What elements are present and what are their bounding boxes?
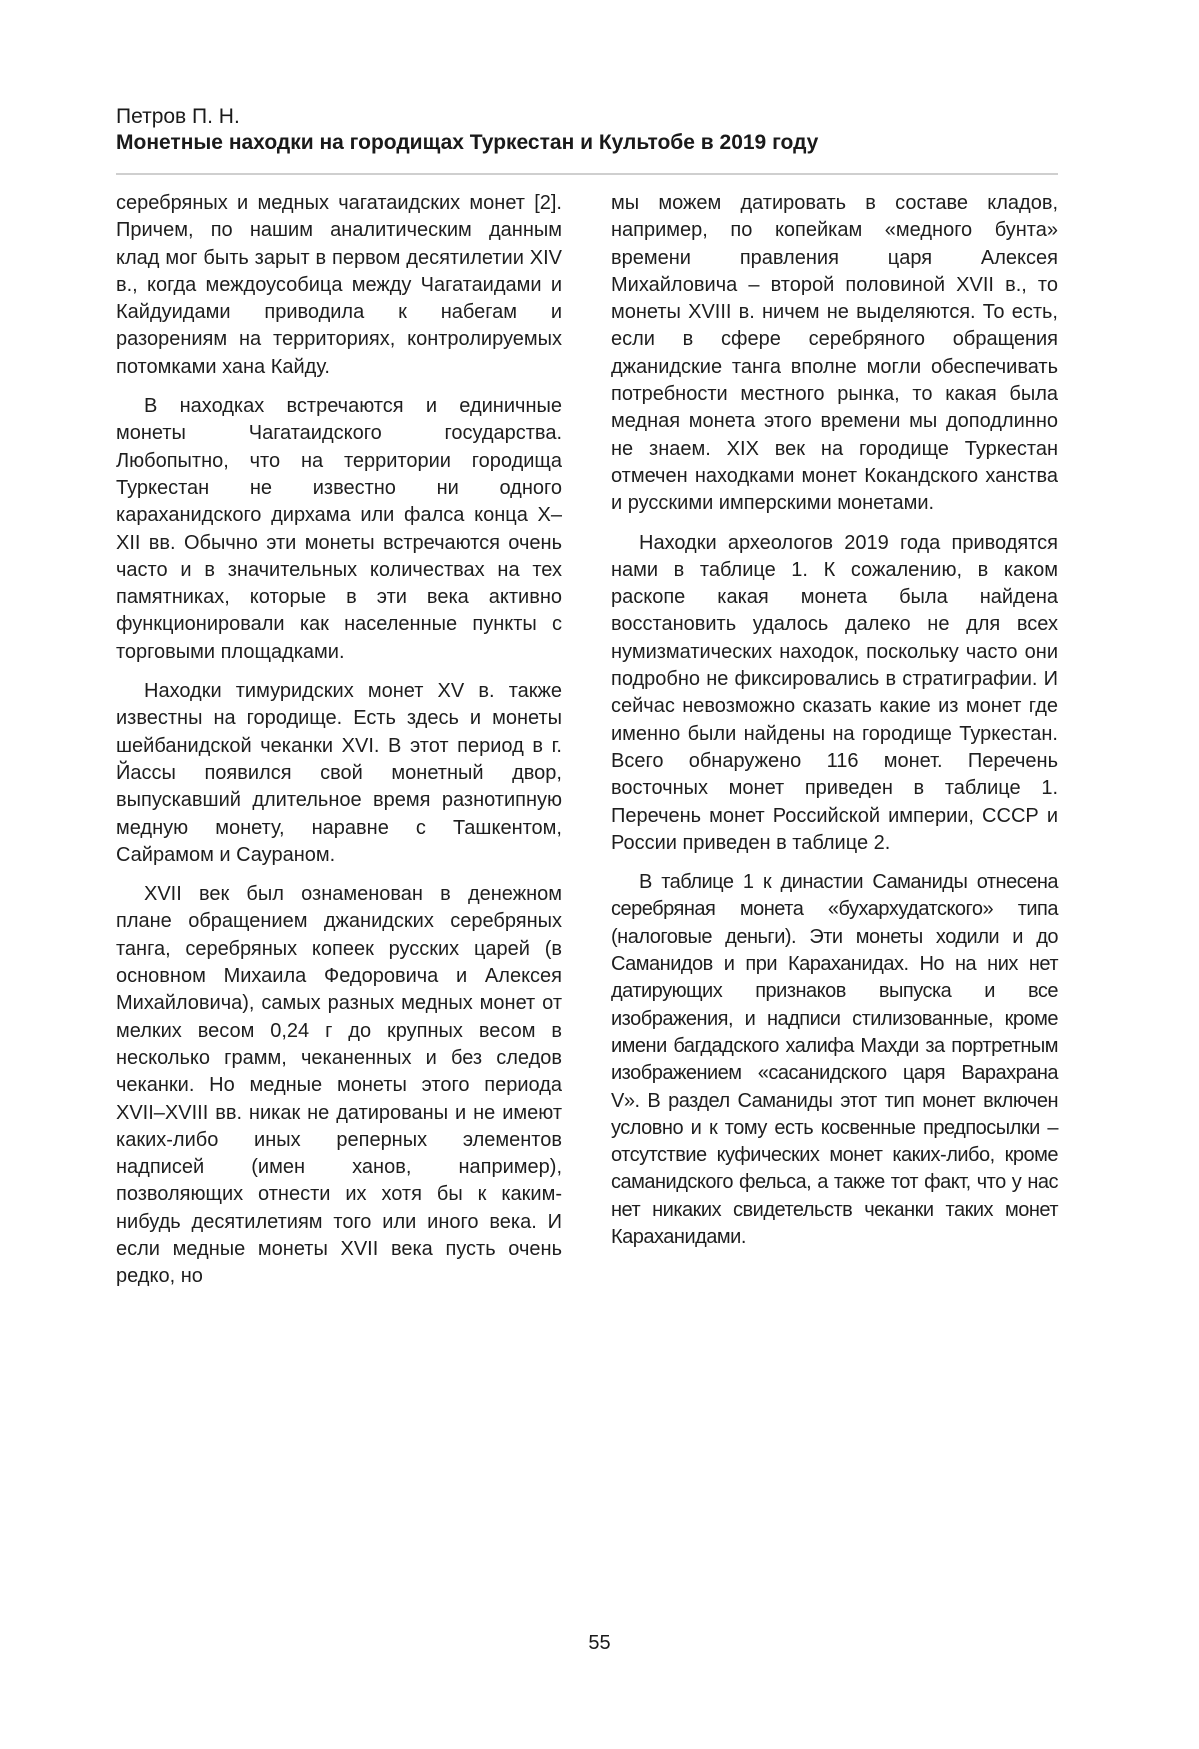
paragraph: мы можем датировать в составе кладов, например, по копейкам «медного бунта» времени правления царя Алексея Михайловича – второй половиной XVII в., то монеты XVIII в. ничем не выделяются. То есть, если в сфере серебряного обращения джанидские танга вполне могли обеспечивать потребности местного рынка, то какая была медная монета этого времени мы доподлинно не знаем. XIX век на городище Туркестан отмечен находками монет Кокандского ханства и русскими имперскими монетами. xyxy=(611,192,1058,515)
left-text-column xyxy=(116,190,562,1303)
paragraph: Находки археологов 2019 года приводятся нами в таблице 1. К сожалению, в каком раскопе какая монета была найдена восстановить удалось далеко не для всех нумизматических находок, поскольку часто они подробно не фиксировались в стратиграфии. И сейчас невозможно сказать какие из монет где именно были найдены на городище Туркестан. Всего обнаружено 116 монет. Перечень восточных монет приведен в таблице 1. Перечень монет Российской империи, СССР и России приведен в таблице 2. xyxy=(611,531,1058,854)
author-name: Петров П. Н. xyxy=(116,105,240,128)
paragraph: серебряных и медных чагатаидских монет [2]. Причем, по нашим аналитическим данным клад мог быть зарыт в первом десятилетии XIV в., когда междоусобица между Чагатаидами и Кайдуидами приводила к набегам и разорениям на территориях, контролируемых потомками хана Кайду. xyxy=(116,192,562,378)
paragraph: Находки тимуридских монет XV в. также известны на городище. Есть здесь и монеты шейбанидской чеканки XVI. В этот период в г. Йассы появился свой монетный двор, выпускавший длительное время разнотипную медную монету, наравне с Ташкентом, Сайрамом и Саураном. xyxy=(116,680,562,866)
page-number: 55 xyxy=(588,1632,611,1654)
header-divider xyxy=(116,173,1058,175)
paragraph: XVII век был ознаменован в денежном плане обращением джанидских серебряных танга, серебряных копеек русских царей (в основном Михаила Федоровича и Алексея Михайловича), самых разных медных монет от мелких весом 0,24 г до крупных весом в несколько грамм, чеканенных и без следов чеканки. Но медные монеты этого периода XVII–XVIII вв. никак не датированы и не имеют каких-либо иных реперных элементов надписей (имен ханов, например), позволяющих отнести их хотя бы к каким-нибудь десятилетиям того или иного века. И если медные монеты XVII века пусть очень редко, но xyxy=(116,883,562,1288)
paragraph: В находках встречаются и единичные монеты Чагатаидского государства. Любопытно, что на территории городища Туркестан не известно ни одного караханидского дирхама или фалса конца X–XII вв. Обычно эти монеты встречаются очень часто и в значительных количествах на тех памятниках, которые в эти века активно функционировали как населенные пункты с торговыми площадками. xyxy=(116,395,562,663)
running-header xyxy=(116,104,1058,156)
paragraph: В таблице 1 к династии Саманиды отнесена серебряная монета «бухархудатского» типа (налоговые деньги). Эти монеты ходили и до Саманидов и при Караханидах. Но на них нет датирующих признаков выпуска и все изображения, и надписи стилизованные, кроме имени багдадского халифа Махди за портретным изображением «сасанидского царя Варахрана V». В раздел Саманиды этот тип монет включен условно и к тому есть косвенные предпосылки – отсутствие куфических монет каких-либо, кроме саманидского фельса, а также тот факт, что у нас нет никаких свидетельств чеканки таких монет Караханидами. xyxy=(611,871,1058,1248)
right-text-column xyxy=(611,190,1058,1263)
article-title: Монетные находки на городищах Туркестан и Культобе в 2019 году xyxy=(116,131,819,154)
